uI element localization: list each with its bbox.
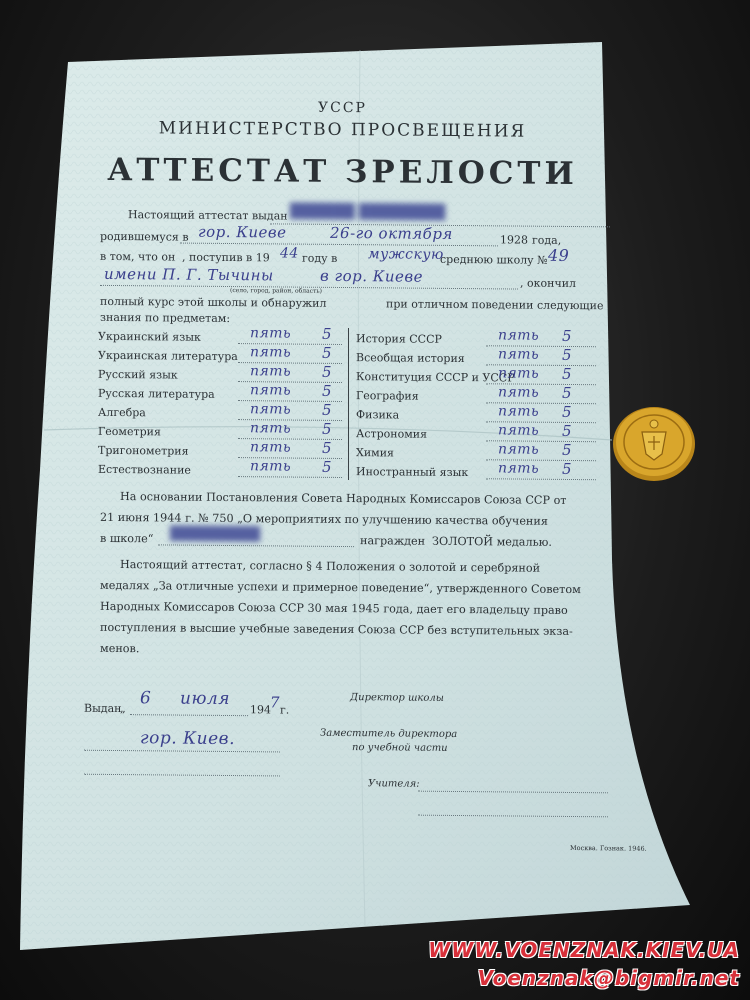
birth-year: 28 bbox=[514, 233, 528, 247]
birth-year-suffix: года, bbox=[532, 233, 562, 247]
issued-label: Выдан bbox=[84, 701, 122, 716]
award-line-3a: в школе“ bbox=[100, 531, 154, 546]
entry-year: 44 bbox=[280, 245, 299, 262]
grade-number: 5 bbox=[322, 438, 333, 457]
grade-word: пять bbox=[250, 439, 292, 456]
grade-number: 5 bbox=[562, 459, 573, 479]
watermark-site: WWW.VOENZNAK.KIEV.UA bbox=[428, 938, 740, 962]
subject-name: Русская литература bbox=[98, 386, 215, 401]
subject-name: Конституция СССР и УССР bbox=[356, 370, 515, 385]
entered-label-2: , поступив в 19 bbox=[182, 250, 270, 265]
grade-number: 5 bbox=[322, 400, 333, 419]
full-course-label: полный курс этой школы и обнаружил bbox=[100, 294, 327, 310]
grade-number: 5 bbox=[562, 326, 573, 346]
issue-open-quote: „ bbox=[120, 702, 126, 716]
subject-name: Геометрия bbox=[98, 424, 161, 439]
subject-name: Иностранный язык bbox=[356, 465, 469, 480]
subject-name: Астрономия bbox=[356, 427, 428, 441]
grade-word: пять bbox=[498, 460, 540, 477]
grade-word: пять bbox=[250, 382, 292, 399]
grade-number: 5 bbox=[322, 343, 333, 362]
school-award-line bbox=[158, 544, 354, 547]
issue-city-line bbox=[84, 750, 280, 753]
issue-year-prefix: 194 bbox=[250, 703, 271, 717]
school-number: 49 bbox=[548, 245, 570, 265]
teachers-line-2 bbox=[418, 815, 608, 818]
rights-line-4: поступления в высшие учебные заведения Союза ССР без вступительных экза- bbox=[100, 620, 573, 639]
grade-number: 5 bbox=[322, 419, 333, 438]
birth-year-prefix: 19 bbox=[500, 233, 514, 247]
grade-number: 5 bbox=[562, 402, 573, 422]
birth-line bbox=[180, 243, 498, 247]
birth-city: гор. Киеве bbox=[198, 222, 287, 242]
grade-word: пять bbox=[250, 363, 292, 380]
certificate-title: АТТЕСТАТ ЗРЕЛОСТИ bbox=[107, 151, 578, 193]
issue-city: гор. Киев. bbox=[140, 728, 235, 750]
printer-mark: Москва. Гознак. 1946. bbox=[570, 843, 647, 853]
subject-name: Украинский язык bbox=[98, 329, 201, 344]
grade-number: 5 bbox=[562, 345, 573, 365]
gold-medal-text: ЗОЛОТОЙ медалью. bbox=[432, 534, 552, 549]
subject-name: Всеобщая история bbox=[356, 351, 465, 366]
place-hint: (село, город, район, область) bbox=[230, 287, 322, 295]
grade-word: пять bbox=[250, 401, 292, 418]
subject-name: Украинская литература bbox=[98, 348, 238, 364]
award-line-3b: награжден bbox=[360, 534, 426, 548]
grade-line bbox=[486, 478, 596, 480]
grade-line bbox=[238, 476, 342, 478]
grade-word: пять bbox=[498, 384, 540, 401]
school-type: мужскую bbox=[368, 246, 444, 263]
knowledge-label: знания по предметам: bbox=[100, 310, 231, 326]
subject-name: Тригонометрия bbox=[98, 443, 189, 458]
school-label: среднюю школу № bbox=[440, 252, 548, 267]
subject-name: Естествознание bbox=[98, 462, 191, 477]
grade-word: пять bbox=[250, 344, 292, 361]
entered-label: в том, что он bbox=[100, 249, 176, 264]
issue-year: 7 bbox=[270, 693, 281, 712]
rights-line-2: медалях „За отличные успехи и примерное поведение“, утвержденного Советом bbox=[100, 578, 581, 597]
rights-line-3: Народных Комиссаров Союза ССР 30 мая 1945 года, дает его владельцу право bbox=[100, 599, 568, 617]
grade-word: пять bbox=[250, 325, 292, 342]
republic-label: УССР bbox=[318, 99, 367, 117]
grade-word: пять bbox=[498, 327, 540, 344]
issue-date-line bbox=[130, 714, 248, 716]
born-label: родившемуся в bbox=[100, 229, 189, 244]
gold-medal bbox=[612, 402, 722, 502]
entry-year-suffix: году в bbox=[302, 251, 338, 265]
grade-word: пять bbox=[498, 365, 540, 382]
grade-number: 5 bbox=[322, 362, 333, 381]
subject-name: Алгебра bbox=[98, 405, 146, 420]
blank-line bbox=[84, 774, 280, 777]
subject-name: География bbox=[356, 389, 419, 403]
grade-number: 5 bbox=[322, 381, 333, 400]
subject-name: Химия bbox=[356, 446, 394, 460]
director-label: Директор школы bbox=[350, 692, 444, 704]
finished-label: , окончил bbox=[520, 276, 577, 291]
issue-year-suffix: г. bbox=[280, 703, 290, 717]
birth-date: 26-го октября bbox=[330, 223, 453, 243]
behavior-label: при отличном поведении следующие bbox=[386, 297, 604, 313]
paper-content bbox=[70, 58, 647, 893]
subject-name: История СССР bbox=[356, 332, 442, 346]
award-line-2: 21 июня 1944 г. № 750 „О мероприятиях по улучшению качества обучения bbox=[100, 510, 548, 528]
subjects-divider bbox=[348, 328, 349, 480]
issue-month: июля bbox=[180, 688, 230, 710]
school-name: имени П. Г. Тычины bbox=[104, 264, 274, 285]
subject-name: Русский язык bbox=[98, 367, 178, 382]
grade-number: 5 bbox=[322, 324, 333, 343]
grade-word: пять bbox=[498, 346, 540, 363]
teachers-label: Учителя: bbox=[368, 778, 420, 790]
grade-number: 5 bbox=[562, 364, 573, 384]
grade-number: 5 bbox=[562, 383, 573, 403]
deputy-label-1: Заместитель директора bbox=[320, 727, 458, 741]
watermark-email: Voenznak@bigmir.net bbox=[477, 966, 740, 990]
school-blurred: █████████ bbox=[170, 526, 260, 543]
grade-number: 5 bbox=[562, 440, 573, 460]
award-line-1: На основании Постановления Совета Народных Комиссаров Союза ССР от bbox=[120, 490, 567, 507]
grade-word: пять bbox=[498, 441, 540, 458]
rights-line-5: менов. bbox=[100, 641, 140, 656]
rights-line-1: Настоящий аттестат, согласно § 4 Положения о золотой и серебряной bbox=[120, 558, 541, 575]
school-city: в гор. Киеве bbox=[320, 266, 424, 286]
issue-day: 6 bbox=[140, 688, 152, 709]
grade-number: 5 bbox=[562, 421, 573, 441]
grade-word: пять bbox=[498, 422, 540, 439]
issued-to-label: Настоящий аттестат выдан bbox=[128, 208, 288, 223]
teachers-line-1 bbox=[418, 791, 608, 794]
grade-word: пять bbox=[498, 403, 540, 420]
ministry-label: МИНИСТЕРСТВО ПРОСВЕЩЕНИЯ bbox=[158, 118, 527, 142]
grade-word: пять bbox=[250, 458, 292, 475]
deputy-label-2: по учебной части bbox=[352, 742, 448, 754]
recipient-name-blurred: ██████ ████████ bbox=[290, 203, 446, 221]
subject-name: Физика bbox=[356, 408, 400, 422]
grade-word: пять bbox=[250, 420, 292, 437]
grade-number: 5 bbox=[322, 457, 333, 476]
